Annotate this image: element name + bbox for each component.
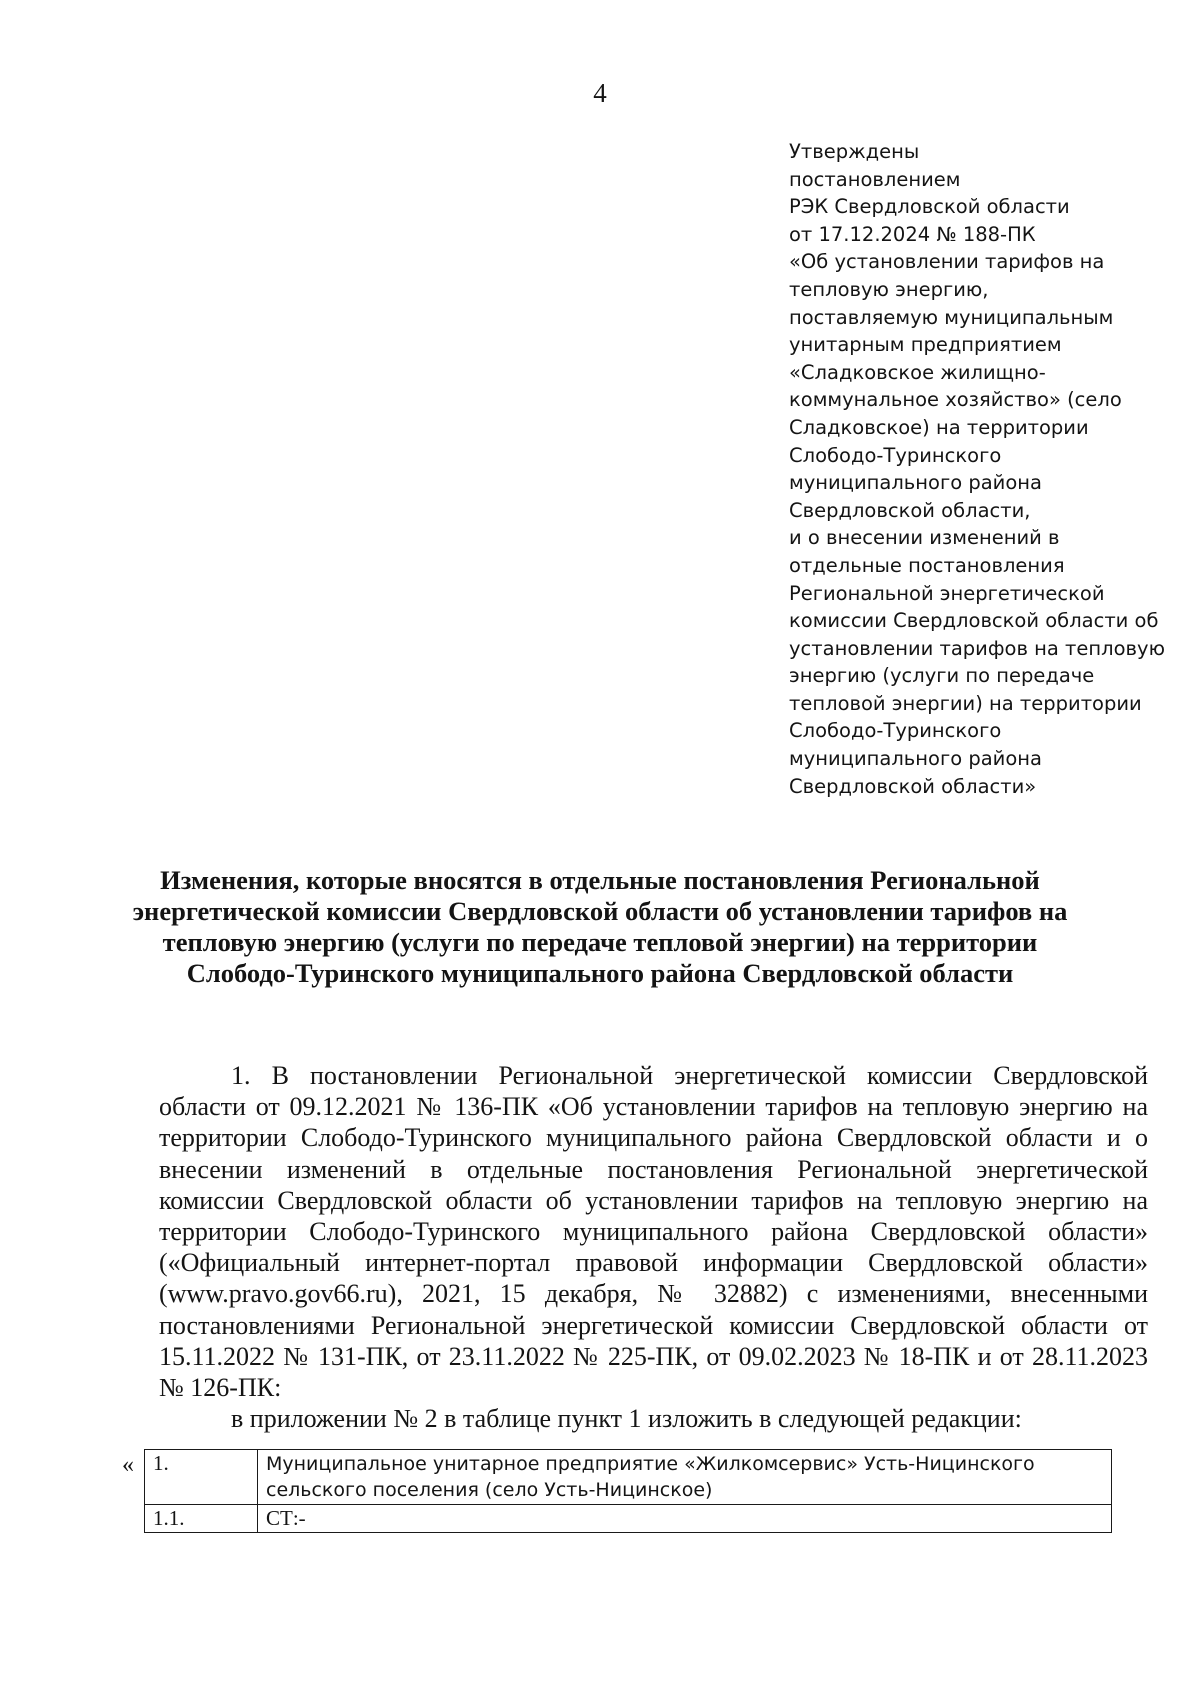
table-row: [145, 1450, 1112, 1505]
approval-block: [789, 138, 1179, 800]
document-body: [159, 1060, 1148, 1434]
row-text: Муниципальное унитарное предприятие «Жилкомсервис» Усть-Ницинского сельского поселения (село Усть-Ницинское): [258, 1450, 1112, 1505]
approval-line: муниципального района: [789, 747, 1042, 771]
document-heading: Изменения, которые вносятся в отдельные постановления Региональной энергетической комиссии Свердловской области об установлении тарифов на тепловую энергию (услуги по передаче тепловой энергии) на территории Слободо-Туринского муниципального района Свердловской области: [132, 865, 1068, 988]
approval-line: Свердловской области,: [789, 498, 1031, 522]
approval-line: Сладковское) на территории: [789, 415, 1089, 439]
row-number: 1.: [145, 1450, 258, 1505]
table-row: [145, 1505, 1112, 1533]
approval-line: от 17.12.2024 № 188-ПК: [789, 222, 1036, 246]
amendment-table: [144, 1449, 1112, 1533]
approval-line: установлении тарифов на тепловую: [789, 636, 1165, 660]
approval-line: Слободо-Туринского: [789, 443, 1002, 467]
paragraph-1: 1. В постановлении Региональной энергетической комиссии Свердловской области от 09.12.2021 № 136-ПК «Об установлении тарифов на тепловую энергию на территории Слободо-Туринского муниципального района Свердловской области и о внесении изменений в отдельные постановления Региональной энергетической комиссии Свердловской области об установлении тарифов на тепловую энергию на территории Слободо-Туринского муниципального района Свердловской области» («Официальный интернет-портал правовой информации Свердловской области» (www.pravo.gov66.ru), 2021, 15 декабря, № 32882) с изменениями, внесенными постановлениями Региональной энергетической комиссии Свердловской области от 15.11.2022 № 131-ПК, от 23.11.2022 № 225-ПК, от 09.02.2023 № 18-ПК и от 28.11.2023 № 126-ПК:: [159, 1061, 1148, 1403]
approval-line: «Об установлении тарифов на: [789, 250, 1105, 274]
approval-line: постановлением: [789, 167, 961, 191]
approval-line: отдельные постановления: [789, 553, 1065, 577]
approval-line: тепловой энергии) на территории: [789, 691, 1142, 715]
page-number: 4: [593, 78, 607, 108]
opening-quote: «: [122, 1452, 134, 1478]
approval-line: РЭК Свердловской области: [789, 195, 1070, 219]
approval-line: унитарным предприятием: [789, 333, 1062, 357]
approval-line: энергию (услуги по передаче: [789, 664, 1095, 688]
approval-line: и о внесении изменений в: [789, 526, 1060, 550]
row-number: 1.1.: [145, 1505, 258, 1533]
approval-line: коммунальное хозяйство» (село: [789, 388, 1122, 412]
approval-line: комиссии Свердловской области об: [789, 609, 1159, 633]
approval-line: «Сладковское жилищно-: [789, 360, 1046, 384]
row-text: СТ:-: [258, 1505, 1112, 1533]
paragraph-2: в приложении № 2 в таблице пункт 1 изложить в следующей редакции:: [231, 1404, 1022, 1434]
approval-line: тепловую энергию,: [789, 277, 989, 301]
approval-line: Слободо-Туринского: [789, 719, 1002, 743]
approval-line: Региональной энергетической: [789, 581, 1105, 605]
approval-line: Свердловской области»: [789, 774, 1037, 798]
approval-line: поставляемую муниципальным: [789, 305, 1114, 329]
approval-line: муниципального района: [789, 471, 1042, 495]
approval-line: Утверждены: [789, 140, 920, 163]
